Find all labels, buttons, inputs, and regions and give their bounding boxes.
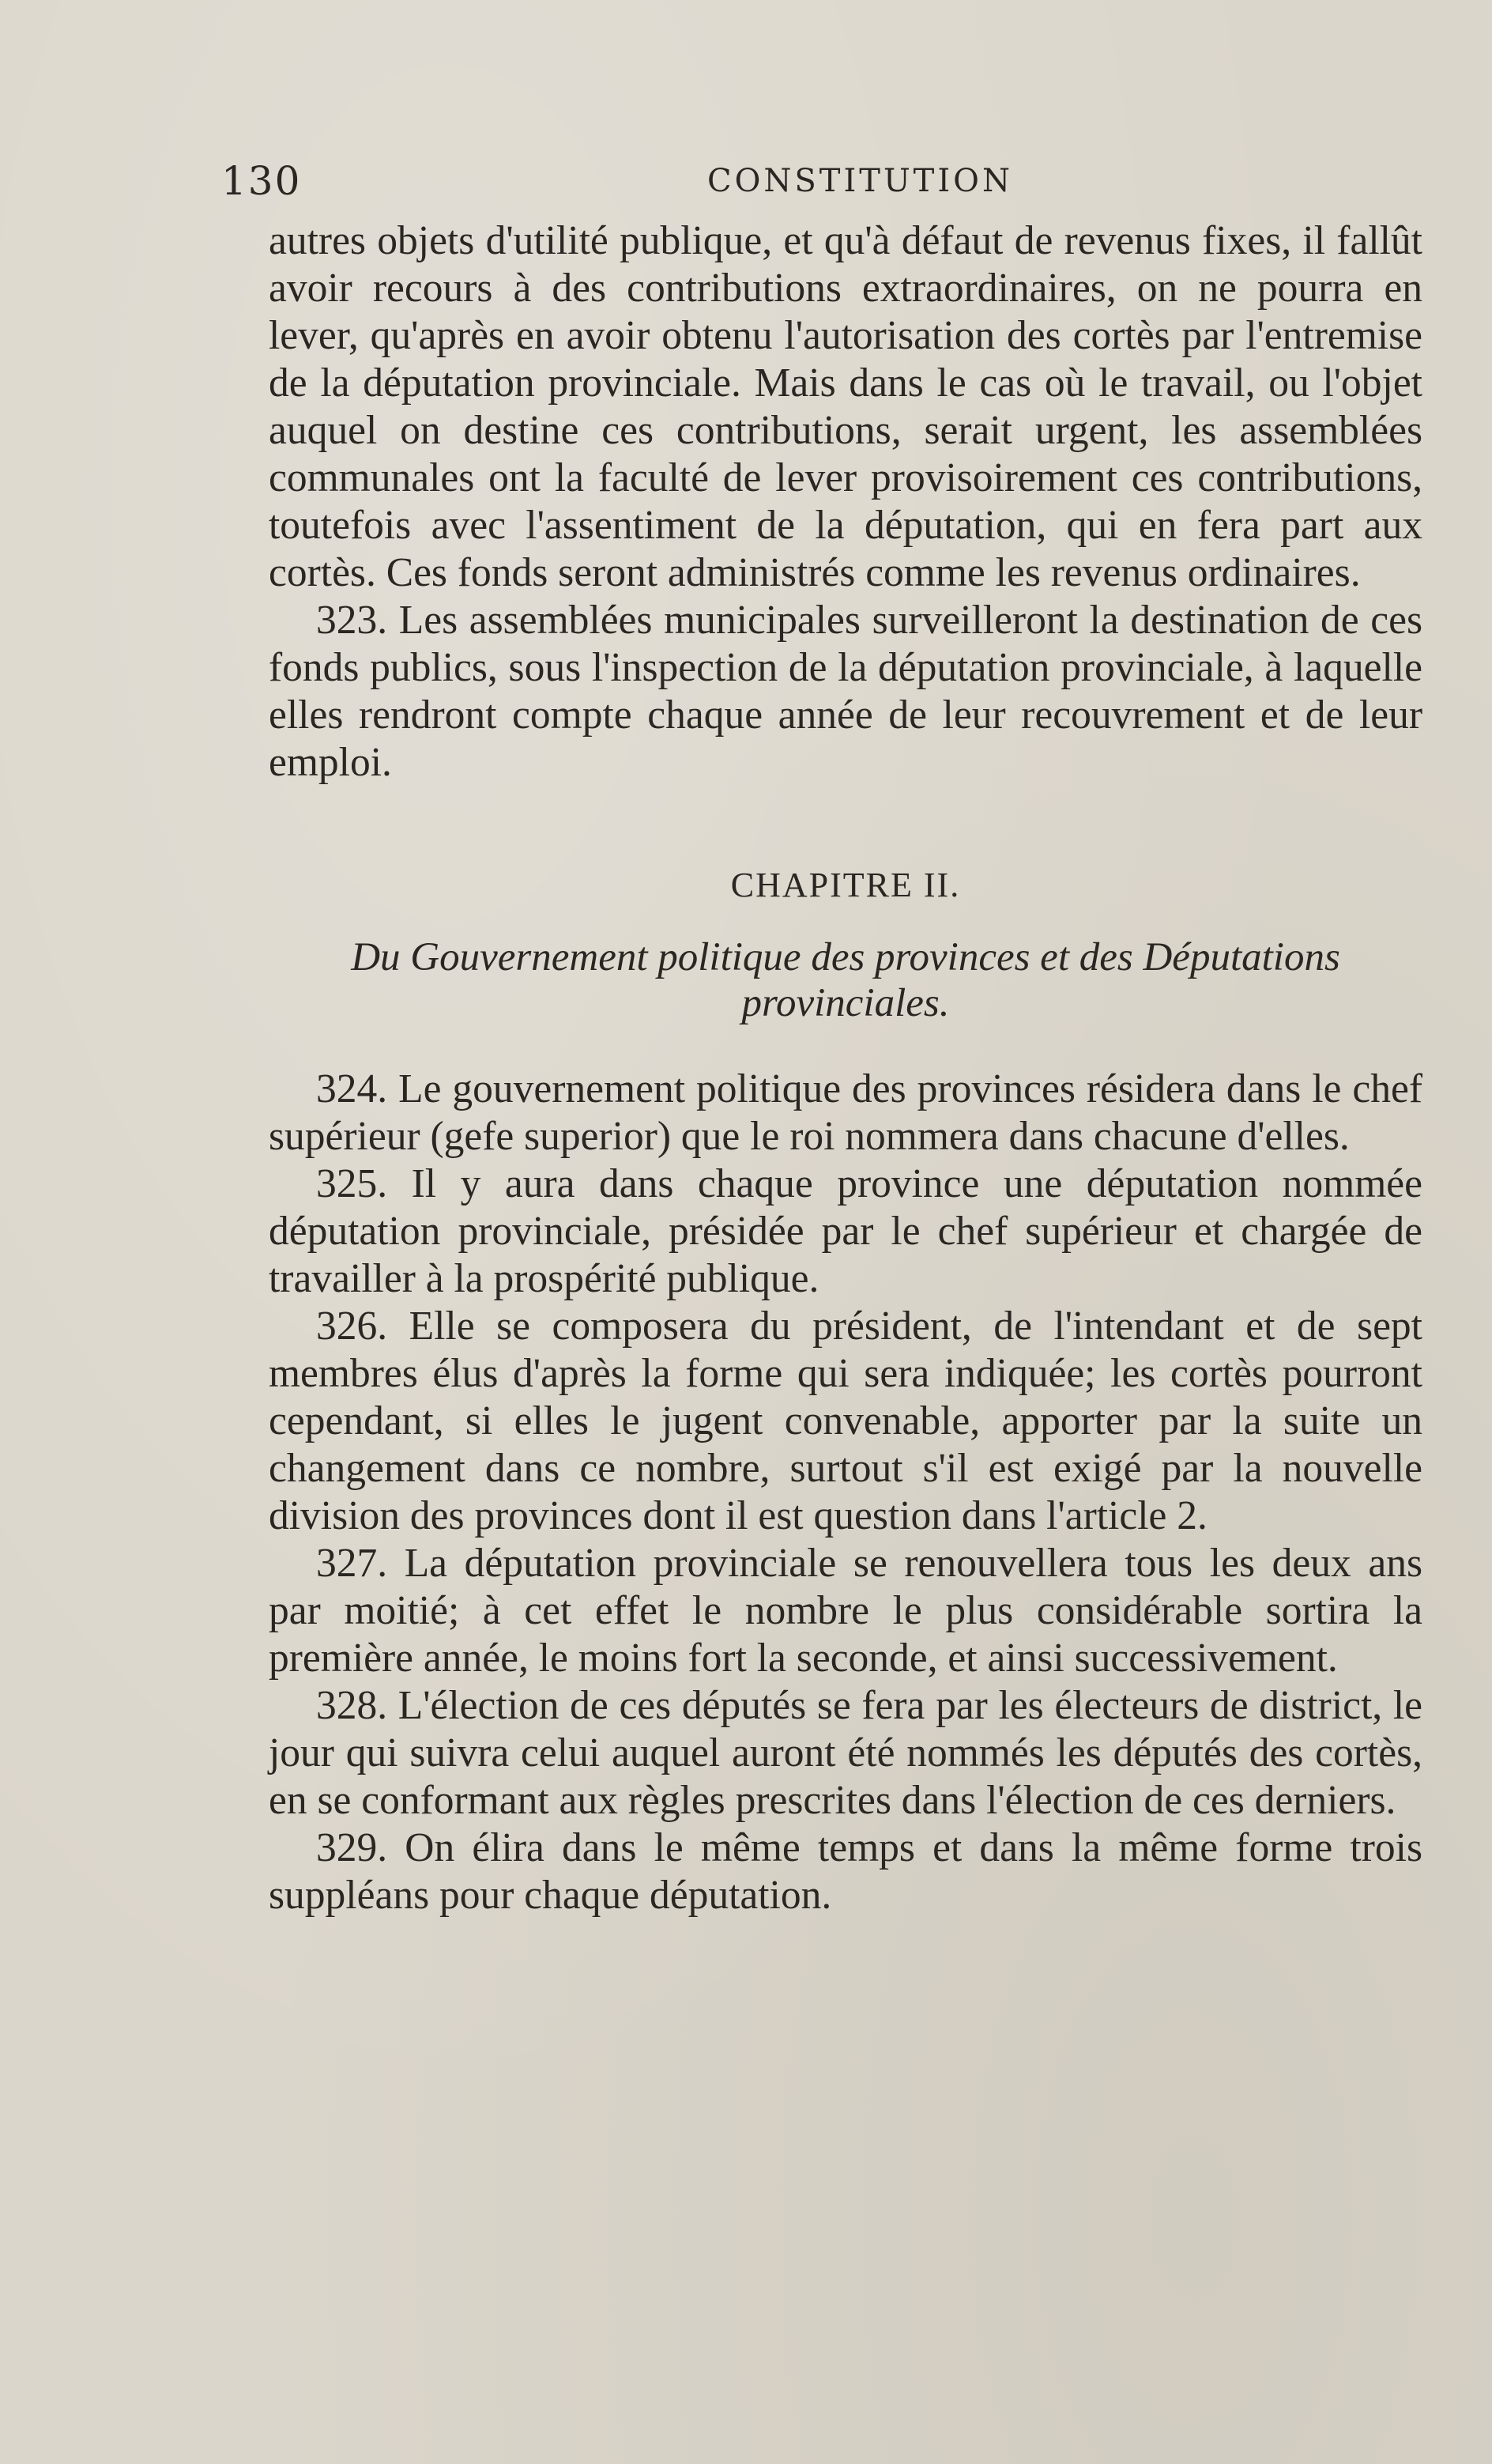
paragraph-continued: autres objets d'utilité publique, et qu'à défaut de revenus fixes, il fallût avoir recours à des contributions extraordinaires, on ne pourra en lever, qu'après en avoir obtenu l'autorisation des cortès par l'entremise de la députation provinciale. Mais dans le cas où le travail, ou l'objet auquel on destine ces contributions, serait urgent, les assemblées communales ont la faculté de lever provisoirement ces contributions, toutefois avec l'assentiment de la députation, qui en fera part aux cortès. Ces fonds seront administrés comme les revenus ordinaires. — [269, 218, 1422, 595]
article-329: 329. On élira dans le même temps et dans la même forme trois suppléans pour chaque députation. — [269, 1825, 1422, 1918]
article-324: 324. Le gouvernement politique des provinces résidera dans le chef supérieur (gefe superior) que le roi nommera dans chacune d'elles. — [269, 1066, 1422, 1159]
chapter-heading: CHAPITRE II. — [730, 866, 961, 904]
running-head — [221, 158, 1422, 213]
body-text — [269, 217, 1422, 1919]
article-328: 328. L'élection de ces députés se fera par les électeurs de district, le jour qui suivra celui auquel auront été nommés les députés des cortès, en se conformant aux règles prescrites dans l'élection de ces derniers. — [269, 1683, 1422, 1823]
article-325: 325. Il y aura dans chaque province une députation nommée députation provinciale, présidée par le chef supérieur et chargée de travailler à la prospérité publique. — [269, 1161, 1422, 1301]
article-327: 327. La députation provinciale se renouvellera tous les deux ans par moitié; à cet effet le nombre le plus considérable sortira la première année, le moins fort la seconde, et ainsi successivement. — [269, 1541, 1422, 1681]
running-title: CONSTITUTION — [707, 163, 1013, 199]
article-326: 326. Elle se composera du président, de l'intendant et de sept membres élus d'après la forme qui sera indiquée; les cortès pourront cependant, si elles le jugent convenable, apporter par la suite un changement dans ce nombre, surtout s'il est exigé par la nouvelle division des provinces dont il est question dans l'article 2. — [269, 1304, 1422, 1538]
page-number: 130 — [221, 158, 302, 204]
article-323: 323. Les assemblées municipales surveilleront la destination de ces fonds publics, sous l'inspection de la députation provinciale, à laquelle elles rendront compte chaque année de leur recouvrement et de leur emploi. — [269, 598, 1422, 785]
chapter-subtitle: Du Gouvernement politique des provinces et des Députations provinciales. — [351, 935, 1340, 1025]
